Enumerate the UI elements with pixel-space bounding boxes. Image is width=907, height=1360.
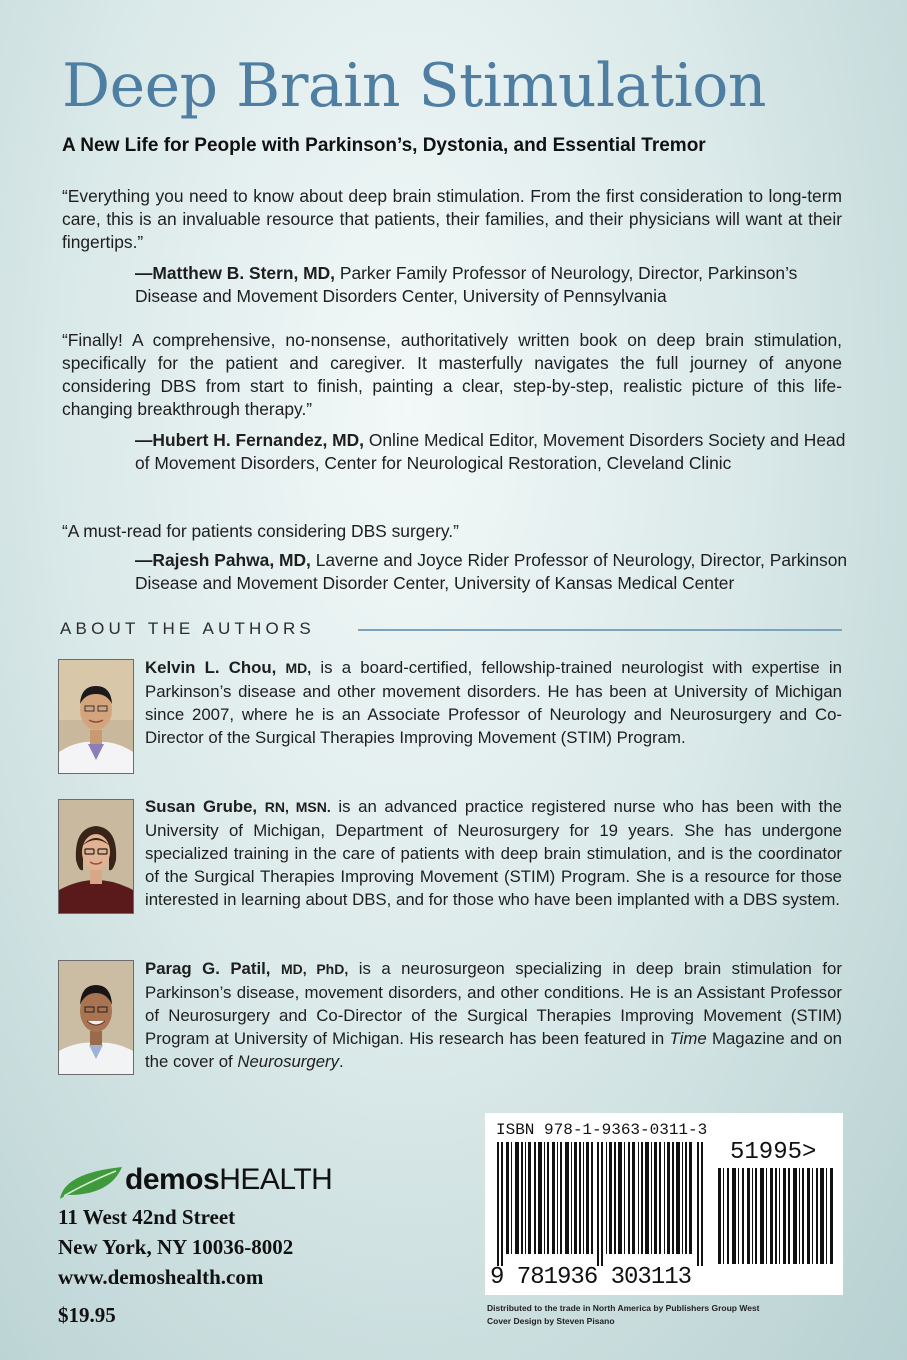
quote-2-affiliation: Online Medical Editor, Movement Disorders Society and Head of Movement Disorders, Center for Neurological Restoration, Cleveland Clinic: [135, 430, 846, 473]
author-name-grube: Susan Grube,: [145, 797, 258, 816]
quote-1-author: —Matthew B. Stern, MD,: [135, 263, 336, 283]
price: $19.95: [58, 1303, 116, 1327]
publisher-address-street: 11 West 42nd Street: [58, 1205, 236, 1229]
author-credentials-grube: RN, MSN.: [264, 799, 331, 815]
author-bio-patil: [145, 957, 842, 1073]
ean-number: 9 781936 303113: [490, 1264, 692, 1291]
distribution-credit: Distributed to the trade in North America by Publishers Group West: [487, 1303, 760, 1313]
publisher-logo-light: HEALTH: [219, 1163, 333, 1196]
author-photo-chou: [58, 659, 134, 774]
main-barcode-icon: [497, 1142, 707, 1266]
author-bio-italic-time: Time: [669, 1029, 707, 1048]
author-name-chou: Kelvin L. Chou,: [145, 658, 277, 677]
quote-3-text: “A must-read for patients considering DBS surgery.”: [62, 521, 459, 541]
author-bio-grube: [145, 795, 842, 911]
quote-1-text: “Everything you need to know about deep brain stimulation. From the first consideration to long-term care, this is an invaluable resource that patients, their families, and their physicians will want at their fingertips.”: [62, 186, 842, 252]
author-bio-text-grube: is an advanced practice registered nurse who has been with the University of Michigan, Department of Neurosurgery for 19 years. She has undergone specialized training in the care of patients with deep brain stimulation, and is the coordinator of the Surgical Therapies Improving Movement (STIM) Program. She is a resource for those interested in learning about DBS, and for those who have been implanted with a DBS system.: [145, 797, 843, 909]
quote-3-affiliation: Laverne and Joyce Rider Professor of Neurology, Director, Parkinson Disease and Movement Disorder Center, University of Kansas Medical Center: [135, 550, 848, 593]
quote-3-author: —Rajesh Pahwa, MD,: [135, 550, 311, 570]
author-bio-text-patil: is a neurosurgeon specializing in deep brain stimulation for Parkinson’s disease, movement disorders, and other conditions. He is an Assistant Professor of Neurosurgery and Co-Director of the Surgical Therapies Improving Movement (STIM) Program at University of Michigan. His research has been featured in: [145, 959, 842, 1048]
author-photo-patil: [58, 960, 134, 1075]
price-code: 51995>: [730, 1139, 817, 1166]
book-subtitle: A New Life for People with Parkinson’s, Dystonia, and Essential Tremor: [62, 135, 706, 156]
section-divider: [358, 629, 842, 631]
design-credit: Cover Design by Steven Pisano: [487, 1316, 615, 1326]
publisher-website[interactable]: www.demoshealth.com: [58, 1265, 264, 1289]
quote-3-attribution: [135, 549, 850, 595]
author-credentials-patil: MD, PhD,: [280, 961, 349, 977]
price-barcode-icon: [718, 1168, 838, 1264]
isbn-text: ISBN 978-1-9363-0311-3: [496, 1121, 708, 1139]
author-credentials-chou: MD,: [285, 660, 312, 676]
quote-2-attribution: [135, 429, 850, 475]
author-bio-text-chou: is a board-certified, fellowship-trained neurologist with expertise in Parkinson’s disease and other movement disorders. He has been at University of Michigan since 2007, where he is an Associate Professor of Neurology and Neurosurgery and Co-Director of the Surgical Therapies Improving Movement (STIM) Program.: [145, 658, 842, 747]
publisher-logo-text: [125, 1163, 332, 1197]
about-authors-heading: ABOUT THE AUTHORS: [60, 619, 315, 638]
leaf-logo-icon: [58, 1165, 124, 1206]
book-title: Deep Brain Stimulation: [62, 51, 767, 121]
quote-1-affiliation: Parker Family Professor of Neurology, Director, Parkinson’s Disease and Movement Disorders Center, University of Pennsylvania: [135, 263, 798, 306]
author-name-patil: Parag G. Patil,: [145, 959, 271, 978]
author-bio-italic-neurosurgery: Neurosurgery: [237, 1052, 340, 1071]
quote-1-attribution: [135, 262, 850, 308]
author-bio-text-patil-mid: Magazine and on the cover of: [145, 1029, 842, 1071]
author-photo-grube: [58, 799, 134, 914]
author-bio-text-patil-end: .: [339, 1052, 344, 1071]
author-bio-chou: [145, 656, 842, 749]
publisher-address-city: New York, NY 10036-8002: [58, 1235, 294, 1259]
quote-2-text: “Finally! A comprehensive, no-nonsense, authoritatively written book on deep brain stimulation, specifically for the patient and caregiver. It masterfully navigates the full journey of anyone considering DBS from start to finish, painting a clear, step-by-step, realistic picture of this life-changing breakthrough therapy.”: [62, 330, 842, 419]
quote-2-author: —Hubert H. Fernandez, MD,: [135, 430, 364, 450]
publisher-logo-bold: demos: [125, 1163, 220, 1196]
